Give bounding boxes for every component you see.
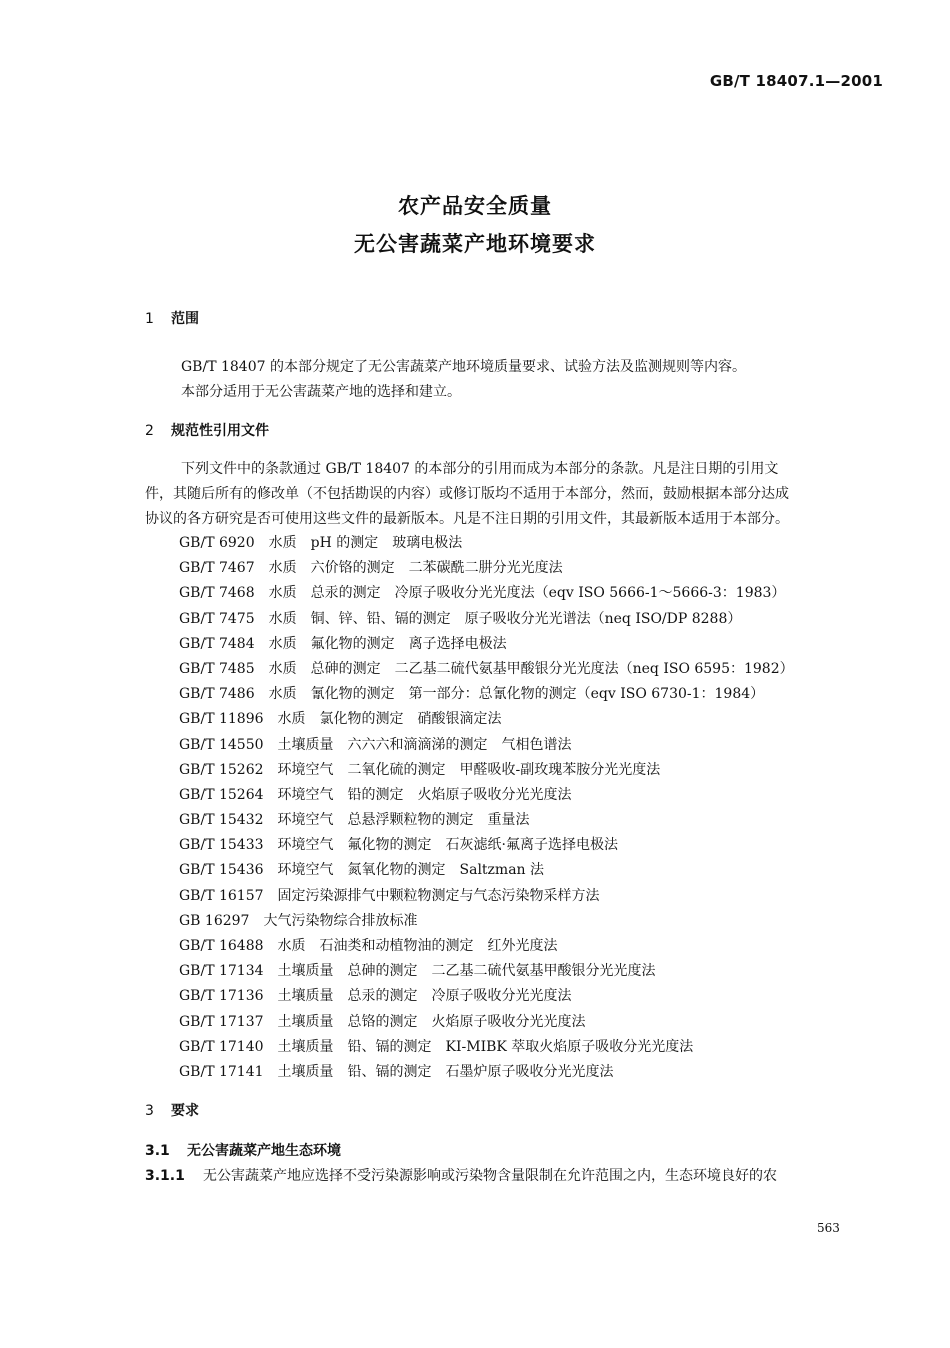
reference-item: GB/T 7468 水质 总汞的测定 冷原子吸收分光光度法（eqv ISO 5666-1～5666-3：1983） (179, 585, 786, 602)
section-title: 要求 (171, 1103, 199, 1119)
clause-number: 3.1.1 (145, 1168, 185, 1184)
reference-item: GB/T 15436 环境空气 氮氧化物的测定 Saltzman 法 (179, 862, 545, 879)
reference-item: GB/T 15264 环境空气 铅的测定 火焰原子吸收分光光度法 (179, 786, 572, 803)
reference-item: GB 16297 大气污染物综合排放标准 (179, 912, 418, 929)
reference-item: GB/T 17137 土壤质量 总铬的测定 火焰原子吸收分光光度法 (179, 1013, 586, 1030)
section-1-paragraph-1: GB/T 18407 的本部分规定了无公害蔬菜产地环境质量要求、试验方法及监测规则等内容。 (181, 359, 746, 375)
reference-item: GB/T 17134 土壤质量 总砷的测定 二乙基二硫代氨基甲酸银分光光度法 (179, 963, 656, 980)
section-2-intro-line-1: 下列文件中的条款通过 GB/T 18407 的本部分的引用而成为本部分的条款。凡是注日期的引用文 (181, 461, 779, 477)
reference-item: GB/T 15433 环境空气 氟化物的测定 石灰滤纸·氟离子选择电极法 (179, 837, 618, 854)
section-number: 2 (145, 423, 154, 439)
reference-item: GB/T 7475 水质 铜、锌、铅、镉的测定 原子吸收分光光谱法（neq ISO/DP 8288） (179, 610, 742, 627)
section-title: 范围 (171, 311, 199, 327)
reference-item: GB/T 14550 土壤质量 六六六和滴滴涕的测定 气相色谱法 (179, 736, 572, 753)
reference-item: GB/T 7485 水质 总砷的测定 二乙基二硫代氨基甲酸银分光光度法（neq ISO 6595：1982） (179, 660, 794, 677)
section-number: 1 (145, 311, 154, 327)
title-line-1: 农产品安全质量 (398, 194, 552, 218)
reference-item: GB/T 15432 环境空气 总悬浮颗粒物的测定 重量法 (179, 812, 530, 829)
reference-item: GB/T 7486 水质 氰化物的测定 第一部分：总氰化物的测定（eqv ISO 6730-1：1984） (179, 686, 765, 703)
section-2-intro-line-3: 协议的各方研究是否可使用这些文件的最新版本。凡是不注日期的引用文件，其最新版本适用于本部分。 (145, 511, 789, 527)
reference-item: GB/T 17141 土壤质量 铅、镉的测定 石墨炉原子吸收分光光度法 (179, 1063, 614, 1080)
section-number: 3 (145, 1103, 154, 1119)
reference-item: GB/T 15262 环境空气 二氧化硫的测定 甲醛吸收-副玫瑰苯胺分光光度法 (179, 761, 661, 778)
clause-text: 无公害蔬菜产地应选择不受污染源影响或污染物含量限制在允许范围之内，生态环境良好的农 (203, 1168, 777, 1184)
reference-item: GB/T 11896 水质 氯化物的测定 硝酸银滴定法 (179, 711, 502, 728)
reference-item: GB/T 7484 水质 氟化物的测定 离子选择电极法 (179, 635, 507, 652)
reference-item: GB/T 6920 水质 pH 的测定 玻璃电极法 (179, 535, 463, 551)
title-line-2: 无公害蔬菜产地环境要求 (354, 232, 596, 256)
section-1-heading (145, 308, 199, 328)
section-3-heading (145, 1100, 199, 1120)
standard-code: GB/T 18407.1—2001 (709, 72, 883, 90)
reference-item: GB/T 16488 水质 石油类和动植物油的测定 红外光度法 (179, 938, 558, 954)
section-1-paragraph-2: 本部分适用于无公害蔬菜产地的选择和建立。 (181, 384, 461, 400)
page-number: 563 (817, 1221, 840, 1235)
subsection-title: 无公害蔬菜产地生态环境 (187, 1143, 341, 1159)
reference-item: GB/T 17136 土壤质量 总汞的测定 冷原子吸收分光光度法 (179, 988, 572, 1005)
subsection-3-1-heading (145, 1140, 341, 1160)
section-2-heading (145, 420, 269, 440)
section-2-intro-line-2: 件，其随后所有的修改单（不包括勘误的内容）或修订版均不适用于本部分，然而，鼓励根据本部分达成 (145, 486, 789, 502)
section-title: 规范性引用文件 (171, 423, 269, 439)
subsection-number: 3.1 (145, 1143, 170, 1159)
reference-list (179, 531, 794, 1085)
reference-item: GB/T 7467 水质 六价铬的测定 二苯碳酰二肼分光光度法 (179, 560, 563, 577)
reference-item: GB/T 16157 固定污染源排气中颗粒物测定与气态污染物采样方法 (179, 887, 600, 904)
clause-3-1-1 (145, 1165, 777, 1185)
reference-item: GB/T 17140 土壤质量 铅、镉的测定 KI-MIBK 萃取火焰原子吸收分光光度法 (179, 1038, 694, 1055)
